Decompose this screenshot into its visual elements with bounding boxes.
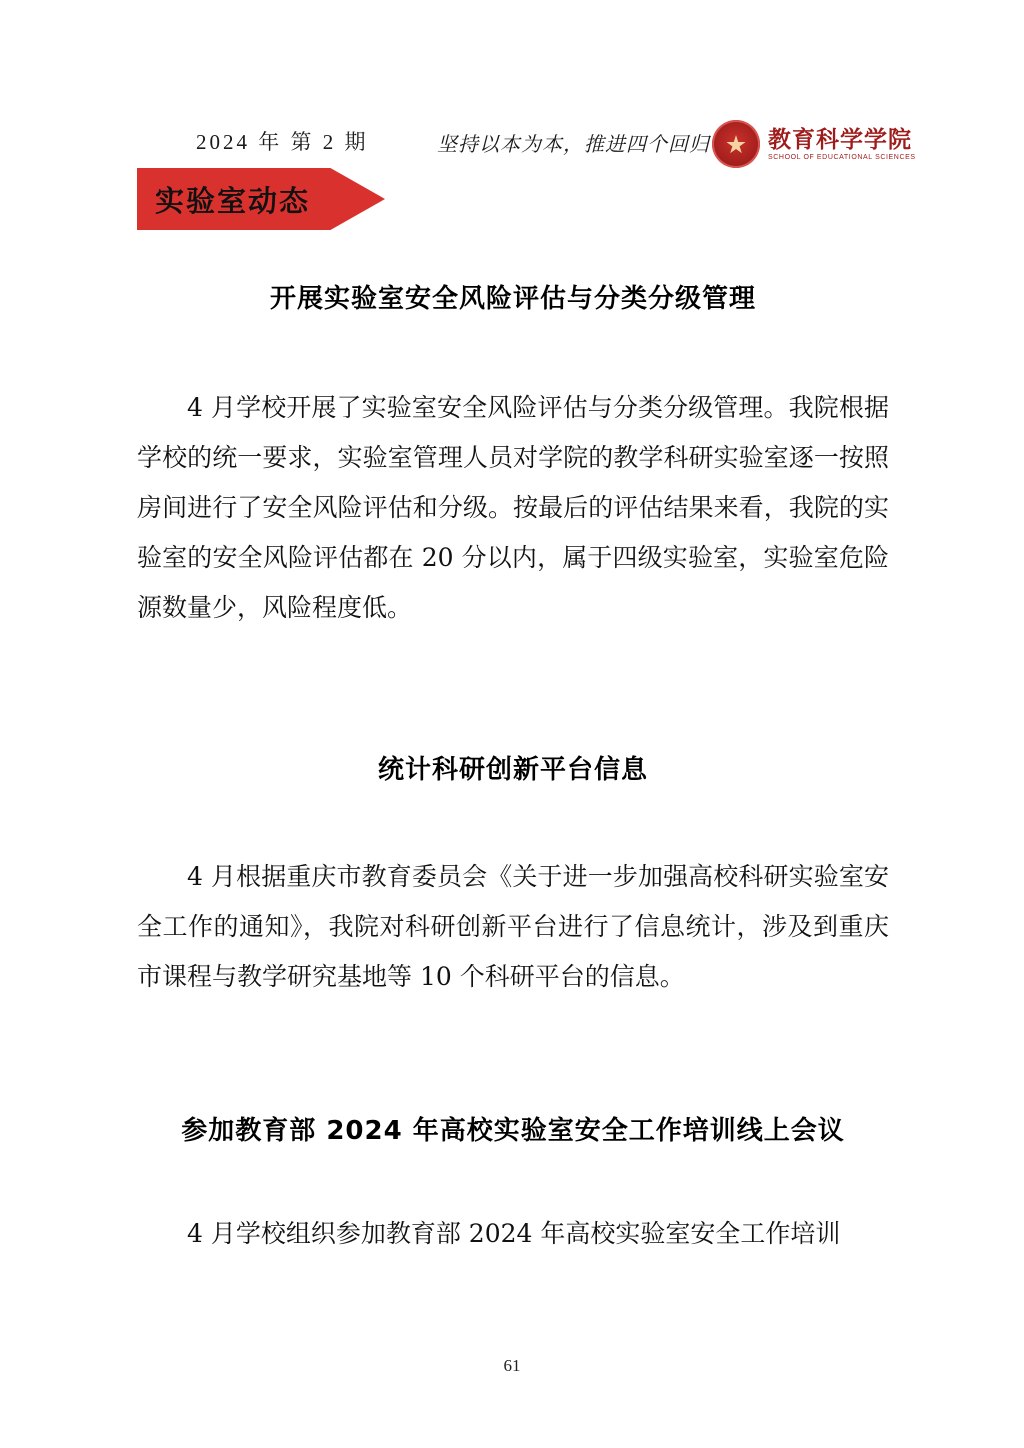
article-title: 统计科研创新平台信息	[377, 755, 648, 785]
page-header	[0, 58, 1024, 161]
article-title: 开展实验室安全风险评估与分类分级管理	[269, 284, 756, 314]
spacer	[137, 633, 889, 751]
section-banner	[137, 168, 385, 230]
article-body: 4 月学校开展了实验室安全风险评估与分类分级管理。我院根据学校的统一要求，实验室管理人员对学院的教学科研实验室逐一按照房间进行了安全风险评估和分级。按最后的评估结果来看，我院的实验室的安全风险评估都在 20 分以内，属于四级实验室，实验室危险源数量少，风险程度低。	[137, 393, 889, 622]
article-list	[137, 280, 889, 1259]
header-issue: 2024 年 第 2 期	[196, 130, 369, 154]
spacer	[137, 1002, 889, 1112]
article-title: 参加教育部 2024 年高校实验室安全工作培训线上会议	[181, 1116, 845, 1146]
school-logo	[712, 116, 916, 172]
page-number: 61	[503, 1356, 521, 1375]
spacer	[137, 1151, 889, 1209]
banner-label: 实验室动态	[155, 183, 311, 218]
article-body: 4 月学校组织参加教育部 2024 年高校实验室安全工作培训	[187, 1219, 841, 1248]
spacer	[137, 319, 889, 383]
logo-name-cn: 教育科学学院	[768, 125, 912, 153]
spacer	[137, 790, 889, 852]
logo-text	[768, 127, 916, 162]
header-slogan: 坚持以本为本，推进四个回归	[437, 132, 710, 156]
logo-name-en: SCHOOL OF EDUCATIONAL SCIENCES	[768, 153, 916, 161]
seal-icon	[712, 120, 760, 168]
article-body: 4 月根据重庆市教育委员会《关于进一步加强高校科研实验室安全工作的通知》，我院对科研创新平台进行了信息统计，涉及到重庆市课程与教学研究基地等 10 个科研平台的信息。	[137, 862, 889, 991]
